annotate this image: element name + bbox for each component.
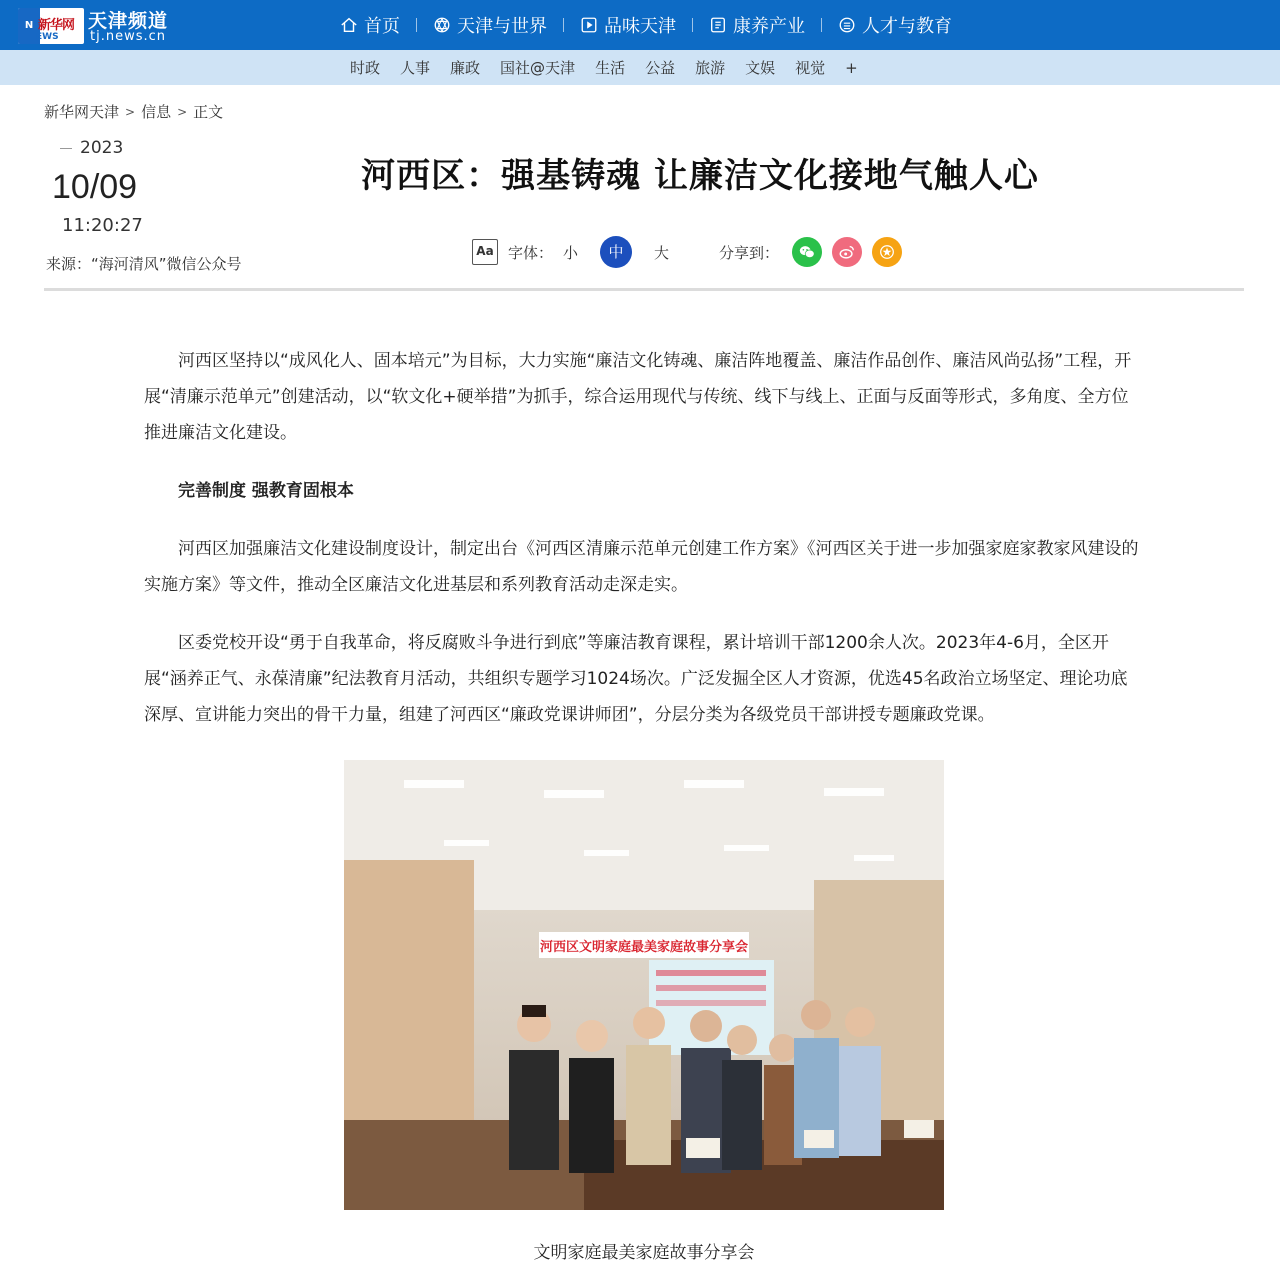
nav-item-label: 人才与教育 [862,16,952,37]
breadcrumb-home[interactable]: 新华网天津 [44,103,120,121]
subnav-item-personnel[interactable]: 人事 [400,59,431,77]
breadcrumb-arrow-icon: > [177,104,188,119]
article-paragraph: 区委党校开设“勇于自我革命，将反腐败斗争进行到底”等廉洁教育课程，累计培训干部1200余人次。2023年4-6月，全区开展“涵养正气、永葆清廉”纪法教育月活动，共组织专题学习1024场次。广泛发掘全区人才资源，优选45名政治立场坚定、理论功底深厚、宣讲能力突出的骨干力量，组建了河西区“廉政党课讲师团”，分层分类为各级党员干部讲授专题廉政党课。 [144,633,1128,725]
article-subheading: 完善制度 强教育固根本 [178,481,354,501]
subnav-item-xinhua-tianjin[interactable]: 国社@天津 [500,59,576,77]
subnav-item-entertainment[interactable]: 文娱 [745,59,776,77]
nav-separator [563,18,564,32]
top-header [0,0,1280,50]
publish-time: 11:20:27 [62,215,143,236]
breadcrumb [44,101,223,122]
home-icon [340,16,358,34]
logo-subtitle: tj.news.cn [90,29,167,44]
article-photo [344,760,944,1210]
subnav-item-travel[interactable]: 旅游 [695,59,726,77]
xinhua-logo-mark: N 新华网 EWS [18,8,84,44]
site-logo[interactable] [18,5,178,45]
subnav-item-life[interactable]: 生活 [595,59,626,77]
font-size-medium-button[interactable]: 中 [600,236,632,268]
year-text: 2023 [80,138,124,158]
publish-year [60,138,123,158]
star-icon [878,243,896,261]
breadcrumb-arrow-icon: > [125,104,136,119]
nav-item-label: 首页 [364,16,400,37]
article-body [144,343,1144,755]
coin-icon [838,16,856,34]
weibo-icon [838,243,856,261]
globe-icon [433,16,451,34]
article-paragraph: 河西区坚持以“成风化人、固本培元”为目标，大力实施“廉洁文化铸魂、廉洁阵地覆盖、廉洁作品创作、廉洁风尚弘扬”工程，开展“清廉示范单元”创建活动，以“软文化+硬举措”为抓手，综合运用现代与传统、线下与线上、正面与反面等形式，多角度、全方位推进廉洁文化建设。 [144,351,1132,443]
logo-mark-text: 新华网 [38,18,75,33]
share-wechat-button[interactable] [792,237,822,267]
article-tools [472,236,907,268]
health-icon [709,16,727,34]
subnav-item-integrity[interactable]: 廉政 [450,59,481,77]
nav-item-label: 康养产业 [733,16,805,37]
nav-separator [416,18,417,32]
logo-title: 天津频道 [88,10,169,32]
play-icon [580,16,598,34]
share-label: 分享到： [719,243,780,262]
photo-banner-text: 河西区文明家庭最美家庭故事分享会 [539,940,749,955]
article-paragraph: 河西区加强廉洁文化建设制度设计，制定出台《河西区清廉示范单元创建工作方案》《河西区关于进一步加强家庭家教家风建设的实施方案》等文件，推动全区廉洁文化进基层和系列教育活动走深走实。 [144,539,1139,595]
subnav-more-button[interactable]: + [845,58,858,77]
share-weibo-button[interactable] [832,237,862,267]
article-source: 来源：“海河清风”微信公众号 [46,255,242,273]
breadcrumb-current: 正文 [193,103,224,121]
subnav-item-charity[interactable]: 公益 [645,59,676,77]
year-dash [60,148,72,149]
font-size-large-button[interactable]: 大 [654,243,670,262]
photo-caption: 文明家庭最美家庭故事分享会 [533,1243,755,1263]
nav-separator [821,18,822,32]
nav-item-taste-tianjin[interactable] [576,12,680,38]
nav-item-label: 天津与世界 [457,16,547,37]
nav-separator [692,18,693,32]
article-title: 河西区：强基铸魂 让廉洁文化接地气触人心 [361,156,1039,196]
font-size-label: 字体： [508,243,554,262]
main-nav [336,0,956,50]
nav-item-label: 品味天津 [604,16,676,37]
nav-item-home[interactable] [336,12,404,38]
sub-nav [0,50,1280,85]
publish-date: 10/09 [52,168,138,206]
subnav-item-politics[interactable]: 时政 [350,59,381,77]
nav-item-talent-education[interactable] [834,12,956,38]
title-divider [44,288,1244,291]
wechat-icon [798,243,816,261]
subnav-item-visual[interactable]: 视觉 [795,59,826,77]
font-size-small-button[interactable]: 小 [563,243,579,262]
share-favorite-button[interactable] [872,237,902,267]
nav-item-tianjin-world[interactable] [429,12,551,38]
breadcrumb-section[interactable]: 信息 [141,103,172,121]
nav-item-health-industry[interactable] [705,12,809,38]
font-size-icon: Aa [472,239,498,265]
